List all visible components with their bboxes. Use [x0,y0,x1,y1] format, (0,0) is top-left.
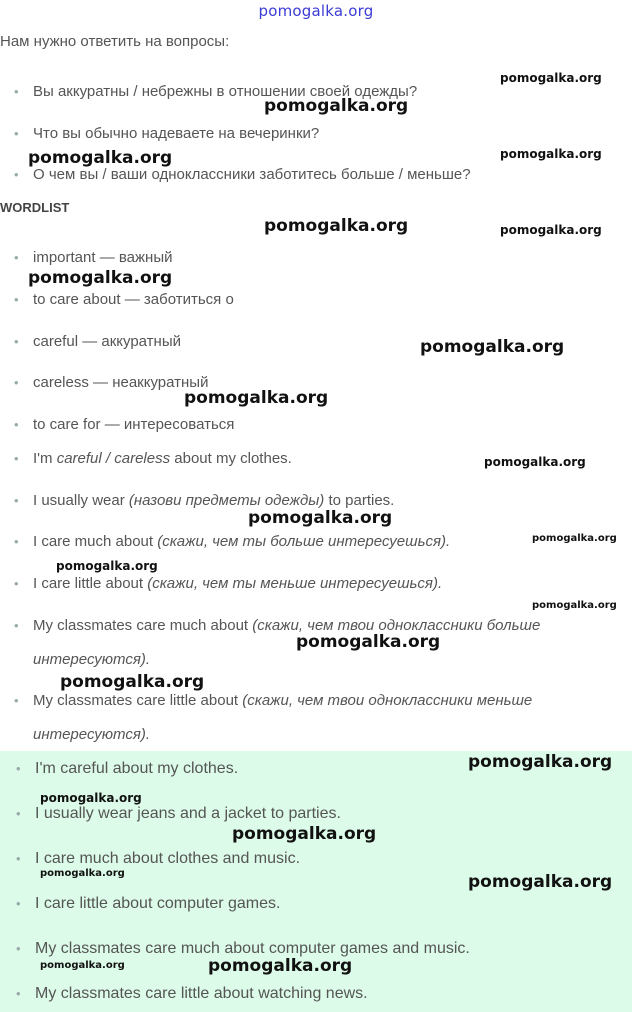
watermark: pomogalka.org [28,268,173,288]
watermark: pomogalka.org [468,872,613,892]
bullet-icon: • [16,761,21,776]
intro-text: Нам нужно ответить на вопросы: [0,33,230,50]
watermark: pomogalka.org [60,672,205,692]
bullet-icon: • [14,618,19,633]
bullet-icon: • [14,84,19,99]
bullet-icon: • [14,375,19,390]
bullet-icon: • [14,451,19,466]
watermark: pomogalka.org [420,337,565,357]
watermark: pomogalka.org [500,71,602,85]
watermark: pomogalka.org [40,868,125,879]
bullet-icon: • [14,534,19,549]
bullet-icon: • [14,576,19,591]
watermark: pomogalka.org [40,960,125,971]
bullet-icon: • [16,896,21,911]
watermark: pomogalka.org [468,752,613,772]
watermark: pomogalka.org [296,632,441,652]
watermark: pomogalka.org [264,96,409,116]
bullet-icon: • [16,986,21,1001]
watermark: pomogalka.org [232,824,377,844]
watermark: pomogalka.org [56,559,158,573]
bullet-icon: • [14,167,19,182]
watermark: pomogalka.org [500,223,602,237]
watermark: pomogalka.org [184,388,329,408]
bullet-icon: • [16,806,21,821]
watermark: pomogalka.org [264,216,409,236]
bullet-icon: • [16,851,21,866]
watermark: pomogalka.org [40,791,142,805]
bullet-icon: • [14,493,19,508]
watermark: pomogalka.org [208,956,353,976]
watermark: pomogalka.org [28,148,173,168]
bullet-icon: • [14,693,19,708]
bullet-icon: • [14,292,19,307]
bullet-icon: • [14,126,19,141]
watermark: pomogalka.org [532,533,617,544]
wordlist-heading: WORDLIST [0,200,70,215]
watermark: pomogalka.org [500,147,602,161]
bullet-icon: • [14,250,19,265]
bullet-icon: • [16,941,21,956]
watermark: pomogalka.org [484,455,586,469]
watermark: pomogalka.org [532,600,617,611]
watermark: pomogalka.org [248,508,393,528]
site-brand-header[interactable]: pomogalka.org [258,2,374,20]
bullet-icon: • [14,334,19,349]
bullet-icon: • [14,417,19,432]
